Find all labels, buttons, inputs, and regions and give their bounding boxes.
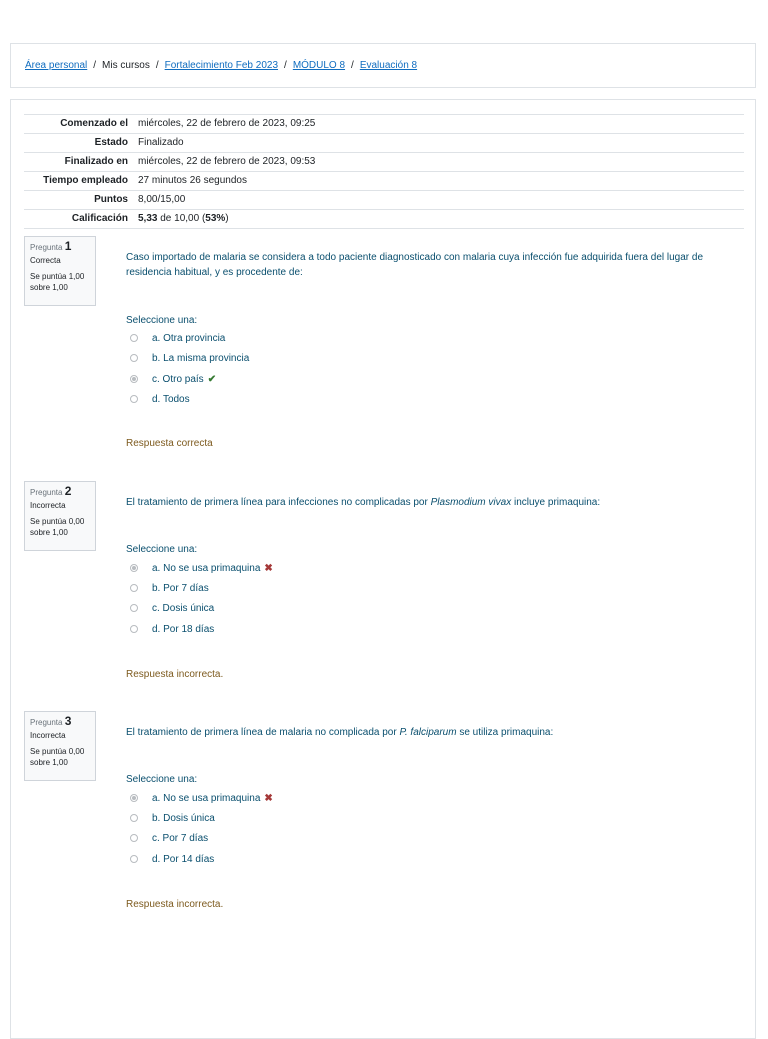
- answer-option[interactable]: [130, 331, 225, 345]
- answer-prompt: Seleccione una:: [126, 544, 198, 555]
- question-text-part: El tratamiento de primera línea para infecciones no complicadas por: [126, 497, 431, 508]
- breadcrumb: [10, 43, 756, 88]
- summary-value: Finalizado: [133, 134, 744, 153]
- summary-row-finished: [24, 153, 744, 172]
- summary-row-time: [24, 172, 744, 191]
- cross-icon: ✖: [264, 562, 273, 574]
- question-text-italic: P. falciparum: [399, 727, 457, 738]
- summary-value: 27 minutos 26 segundos: [133, 172, 744, 191]
- question-word: Pregunta: [30, 243, 63, 252]
- option-label: a. No se usa primaquina: [152, 562, 261, 574]
- question-text: Caso importado de malaria se considera a todo paciente diagnosticado con malaria cuya infección fue adquirida fuera del lugar de residencia habitual, y es procedente de:: [126, 252, 704, 278]
- radio-button[interactable]: [130, 625, 138, 633]
- option-label: c. Dosis única: [152, 602, 215, 614]
- question-number: [30, 716, 90, 728]
- grade-separator: de 10,00 (: [157, 213, 206, 224]
- answer-option[interactable]: [130, 392, 190, 406]
- question-info-box: [24, 236, 96, 306]
- grade-close: ): [225, 213, 229, 224]
- grade-value: 5,33: [138, 213, 158, 224]
- option-label: b. Por 7 días: [152, 582, 209, 594]
- option-label: a. Otra provincia: [152, 332, 226, 344]
- question-state: Incorrecta: [30, 731, 66, 740]
- breadcrumb-separator: /: [155, 60, 159, 71]
- radio-button[interactable]: [130, 604, 138, 612]
- attempt-summary-table: [24, 114, 744, 229]
- summary-value: miércoles, 22 de febrero de 2023, 09:53: [133, 153, 744, 172]
- radio-button[interactable]: [130, 584, 138, 592]
- question-text: [126, 725, 726, 740]
- option-label: d. Todos: [152, 393, 190, 405]
- answer-prompt: Seleccione una:: [126, 774, 198, 785]
- answer-feedback: Respuesta incorrecta.: [126, 899, 224, 910]
- radio-button[interactable]: [130, 395, 138, 403]
- question-word: Pregunta: [30, 488, 63, 497]
- breadcrumb-separator: /: [351, 60, 354, 71]
- radio-button-selected[interactable]: [130, 375, 138, 383]
- radio-button-selected[interactable]: [130, 564, 138, 572]
- question-text-part: incluye primaquina:: [511, 497, 601, 508]
- breadcrumb-course-link[interactable]: Fortalecimiento Feb 2023: [164, 60, 279, 71]
- radio-button[interactable]: [130, 814, 138, 822]
- summary-row-state: [24, 134, 744, 153]
- summary-label: Calificación: [24, 210, 133, 229]
- summary-row-started: [24, 115, 744, 134]
- answer-option[interactable]: [130, 601, 214, 615]
- question-number-value: 1: [64, 239, 72, 253]
- option-label: b. Dosis única: [152, 812, 215, 824]
- breadcrumb-home-link[interactable]: Área personal: [25, 60, 88, 71]
- question-state: Correcta: [30, 256, 61, 265]
- breadcrumb-courses: Mis cursos: [102, 60, 150, 71]
- summary-value: miércoles, 22 de febrero de 2023, 09:25: [133, 115, 744, 134]
- answer-feedback: Respuesta incorrecta.: [126, 669, 224, 680]
- answer-option[interactable]: [130, 791, 273, 805]
- question-number-value: 2: [64, 484, 72, 498]
- option-label: a. No se usa primaquina: [152, 792, 261, 804]
- answer-feedback: Respuesta correcta: [126, 438, 213, 449]
- check-icon: ✔: [207, 373, 217, 385]
- breadcrumb-quiz-link[interactable]: Evaluación 8: [359, 60, 418, 71]
- quiz-review-region: [10, 99, 756, 1039]
- radio-button-selected[interactable]: [130, 794, 138, 802]
- answer-prompt: Seleccione una:: [126, 315, 198, 326]
- radio-button[interactable]: [130, 855, 138, 863]
- question-state: Incorrecta: [30, 501, 66, 510]
- answer-option[interactable]: [130, 852, 214, 866]
- answer-option[interactable]: [130, 581, 209, 595]
- radio-button[interactable]: [130, 834, 138, 842]
- question-grade: Se puntúa 0,00 sobre 1,00: [30, 747, 85, 767]
- radio-button[interactable]: [130, 354, 138, 362]
- question-text-italic: Plasmodium vivax: [430, 497, 512, 508]
- breadcrumb-separator: /: [93, 60, 97, 71]
- question-number: [30, 241, 90, 253]
- summary-label: Comenzado el: [24, 115, 133, 134]
- option-label: d. Por 18 días: [152, 623, 215, 635]
- question-info-box: [24, 711, 96, 781]
- question-grade: Se puntúa 1,00 sobre 1,00: [30, 272, 85, 292]
- question-info-box: [24, 481, 96, 551]
- option-label: d. Por 14 días: [152, 853, 215, 865]
- summary-label: Finalizado en: [24, 153, 133, 172]
- question-text: [126, 495, 726, 510]
- radio-button[interactable]: [130, 334, 138, 342]
- option-label: b. La misma provincia: [152, 352, 250, 364]
- question-text-part: El tratamiento de primera línea de malaria no complicada por: [126, 727, 400, 738]
- breadcrumb-module-link[interactable]: MÓDULO 8: [292, 60, 346, 71]
- summary-label: Estado: [24, 134, 133, 153]
- answer-option[interactable]: [130, 351, 249, 365]
- answer-option[interactable]: [130, 831, 208, 845]
- breadcrumb-separator: /: [284, 60, 287, 71]
- answer-option[interactable]: [130, 372, 216, 386]
- summary-label: Puntos: [24, 191, 133, 210]
- option-label: c. Otro país: [152, 373, 204, 385]
- option-label: c. Por 7 días: [152, 832, 209, 844]
- question-number: [30, 486, 90, 498]
- question-text-part: se utiliza primaquina:: [456, 727, 554, 738]
- question-word: Pregunta: [30, 718, 63, 727]
- summary-row-grade: [24, 210, 744, 229]
- question-number-value: 3: [64, 714, 72, 728]
- summary-label: Tiempo empleado: [24, 172, 133, 191]
- summary-value: [133, 210, 744, 229]
- answer-option[interactable]: [130, 561, 273, 575]
- summary-row-points: [24, 191, 744, 210]
- question-grade: Se puntúa 0,00 sobre 1,00: [30, 517, 85, 537]
- summary-value: 8,00/15,00: [133, 191, 744, 210]
- answer-option[interactable]: [130, 622, 214, 636]
- grade-percent: 53%: [205, 213, 226, 224]
- cross-icon: ✖: [264, 792, 273, 804]
- answer-option[interactable]: [130, 811, 215, 825]
